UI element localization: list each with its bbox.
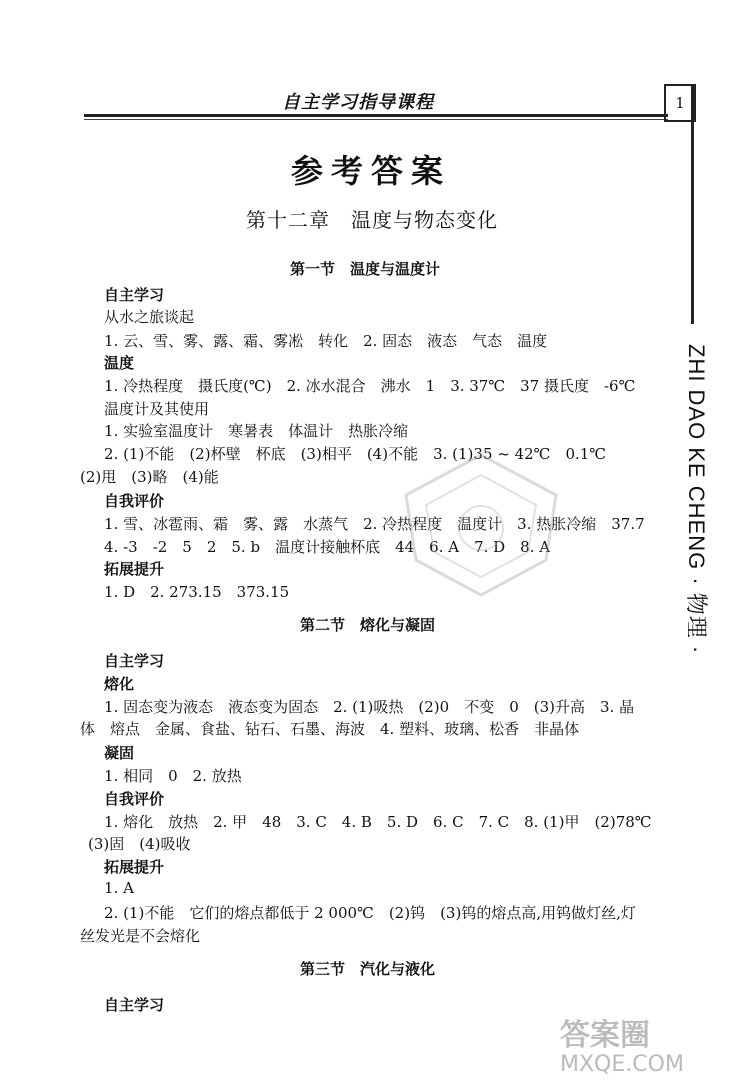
watermark-url: MXQE.COM [560,1052,684,1077]
answer-line: 自主学习 [104,286,165,304]
answer-line: 1. 熔化 放热 2. 甲 48 3. C 4. B 5. D 6. C 7. C 8. (1)甲 (2)78℃ [104,813,652,831]
answer-line: 1. D 2. 273.15 373.15 [104,583,290,601]
answer-line: 1. 相同 0 2. 放热 [104,767,242,785]
header-rule-thin [84,119,668,120]
answer-line: 自我评价 [104,492,165,510]
answer-line: 自主学习 [104,652,165,670]
page-number: 1 [664,84,696,122]
section-heading: 第一节 温度与温度计 [290,260,441,278]
section-heading: 第二节 熔化与凝固 [300,616,436,634]
stamp-seal-icon [396,450,566,600]
side-banner [683,344,713,724]
answer-line: 1. 雪、冰雹雨、霜 雾、露 水蒸气 2. 冷热程度 温度计 3. 热胀冷缩 37.7 [104,515,645,533]
answer-line: (3)固 (4)吸收 [88,835,191,853]
answer-line: 1. 云、雪、雾、露、霜、雾凇 转化 2. 固态 液态 气态 温度 [104,332,548,350]
side-banner-text: ZHI DAO KE CHENG · 物理 · [684,344,709,655]
answer-line: 2. (1)不能 (2)杯壁 杯底 (3)相平 (4)不能 3. (1)35 ~ 42℃ 0.1℃ [104,445,607,463]
answer-line: 4. -3 -2 5 2 5. b 温度计接触杯底 44 6. A 7. D 8. A [104,538,551,556]
chapter-title: 第十二章 温度与物态变化 [246,208,498,232]
answer-line: 从水之旅谈起 [104,308,195,326]
running-header-title: 自主学习指导课程 [282,92,434,113]
watermark-logo: 答案圈 [560,1018,650,1053]
answer-line: 凝固 [104,744,135,762]
section-heading: 第三节 汽化与液化 [300,960,436,978]
page-title: 参考答案 [291,152,452,190]
answer-line: 温度计及其使用 [104,400,210,418]
answer-line: (2)甩 (3)略 (4)能 [80,468,219,486]
answer-line: 1. 固态变为液态 液态变为固态 2. (1)吸热 (2)0 不变 0 (3)升高 3. 晶 [104,698,635,716]
answer-line: 1. 冷热程度 摄氏度(℃) 2. 冰水混合 沸水 1 3. 37℃ 37 摄氏度 -6℃ [104,377,636,395]
answer-line: 自主学习 [104,996,165,1014]
answer-line: 拓展提升 [104,858,165,876]
header-rule [84,114,668,117]
answer-line: 体 熔点 金属、食盐、钻石、石墨、海波 4. 塑料、玻璃、松香 非晶体 [80,720,580,738]
answer-line: 拓展提升 [104,560,165,578]
answer-line: 温度 [104,354,135,372]
answer-line: 自我评价 [104,790,165,808]
answer-line: 熔化 [104,675,135,693]
answer-line: 丝发光是不会熔化 [80,927,201,945]
answer-line: 1. A [104,879,134,897]
answer-line: 1. 实验室温度计 寒暑表 体温计 热胀冷缩 [104,422,409,440]
side-rule [691,84,694,324]
answer-line: 2. (1)不能 它们的熔点都低于 2 000℃ (2)钨 (3)钨的熔点高,用钨做灯丝,灯 [104,904,636,922]
